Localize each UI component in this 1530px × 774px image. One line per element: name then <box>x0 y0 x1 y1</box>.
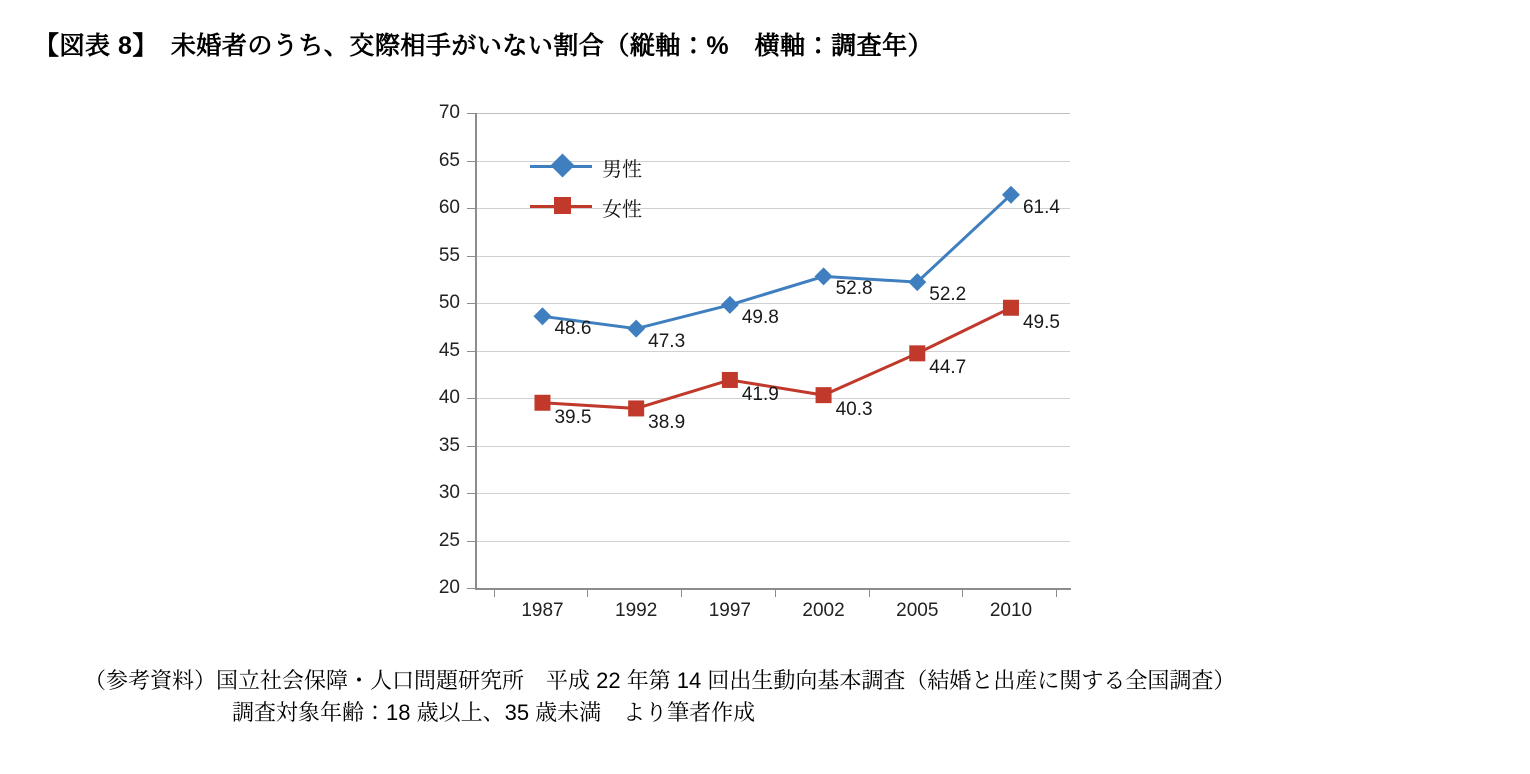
x-axis-label: 1992 <box>615 600 658 621</box>
x-axis-label: 1997 <box>708 600 751 621</box>
data-point-marker <box>816 387 832 403</box>
y-axis-tick <box>467 208 475 209</box>
y-axis-tick <box>467 398 475 399</box>
y-axis-label: 65 <box>438 149 460 171</box>
y-axis-label: 50 <box>438 292 460 313</box>
y-axis-label: 20 <box>438 577 460 598</box>
data-point-label: 38.9 <box>648 412 686 434</box>
data-point-label: 48.6 <box>554 318 592 340</box>
source-note <box>84 665 1235 729</box>
data-point-label: 44.7 <box>929 357 967 379</box>
x-axis-tick <box>962 588 963 597</box>
x-axis-label: 2005 <box>896 600 939 621</box>
x-axis-tick <box>775 588 776 597</box>
y-axis-label: 60 <box>438 197 460 218</box>
data-point-marker <box>721 296 739 314</box>
legend-item-male <box>530 147 710 187</box>
data-point-marker <box>628 400 644 416</box>
data-point-marker <box>815 267 833 285</box>
page-title: 【図表 8】 未婚者のうち、交際相手がいない割合（縦軸：% 横軸：調査年） <box>34 32 934 60</box>
y-axis-label: 55 <box>438 244 460 266</box>
data-point-marker <box>909 345 925 361</box>
data-point-marker <box>722 372 738 388</box>
y-axis-tick <box>467 256 475 257</box>
source-note-line2: 調査対象年齢：18 歳以上、35 歳未満 より筆者作成 <box>232 699 756 725</box>
y-axis-label: 70 <box>438 102 460 123</box>
data-point-marker <box>534 395 550 411</box>
y-axis-tick <box>467 303 475 304</box>
y-axis-tick <box>467 588 475 589</box>
y-axis-tick <box>467 541 475 542</box>
y-axis-tick <box>467 351 475 352</box>
data-point-label: 61.4 <box>1022 196 1060 218</box>
y-axis-label: 30 <box>438 482 460 503</box>
data-point-marker <box>1003 300 1019 316</box>
x-axis-label: 2002 <box>802 600 845 621</box>
y-axis-label: 35 <box>438 434 460 456</box>
data-point-label: 40.3 <box>835 399 873 421</box>
y-axis-tick <box>467 446 475 447</box>
data-point-label: 39.5 <box>554 406 592 428</box>
legend-label-male: 男性 <box>602 159 642 181</box>
data-point-label: 49.5 <box>1022 311 1060 333</box>
chart-container <box>400 95 1100 640</box>
y-axis-tick <box>467 161 475 162</box>
legend-label-female: 女性 <box>602 199 642 221</box>
data-point-label: 52.2 <box>929 284 967 306</box>
x-axis-label: 2010 <box>989 600 1033 621</box>
data-point-label: 49.8 <box>741 306 779 328</box>
source-note-line1: （参考資料）国立社会保障・人口問題研究所 平成 22 年第 14 回出生動向基本調査（結婚と出産に関する全国調査） <box>84 668 1236 693</box>
chart-legend <box>530 147 710 227</box>
data-point-marker <box>627 320 645 338</box>
legend-marker-female <box>554 197 571 214</box>
legend-item-female <box>530 187 710 227</box>
y-axis-tick <box>467 493 475 494</box>
series-plot <box>400 95 1100 640</box>
x-axis-tick <box>494 588 495 597</box>
data-point-label: 47.3 <box>648 330 686 352</box>
x-axis-tick <box>1056 588 1057 597</box>
y-axis-label: 25 <box>438 529 460 551</box>
legend-marker-male <box>550 153 574 177</box>
data-point-marker <box>533 307 551 325</box>
x-axis-tick <box>869 588 870 597</box>
data-point-label: 52.8 <box>835 278 873 300</box>
x-axis-label: 1987 <box>521 600 564 621</box>
x-axis-tick <box>681 588 682 597</box>
y-axis-label: 45 <box>438 339 460 361</box>
y-axis-tick <box>467 113 475 114</box>
y-axis-label: 40 <box>438 387 460 408</box>
data-point-label: 41.9 <box>741 383 779 405</box>
x-axis-tick <box>587 588 588 597</box>
